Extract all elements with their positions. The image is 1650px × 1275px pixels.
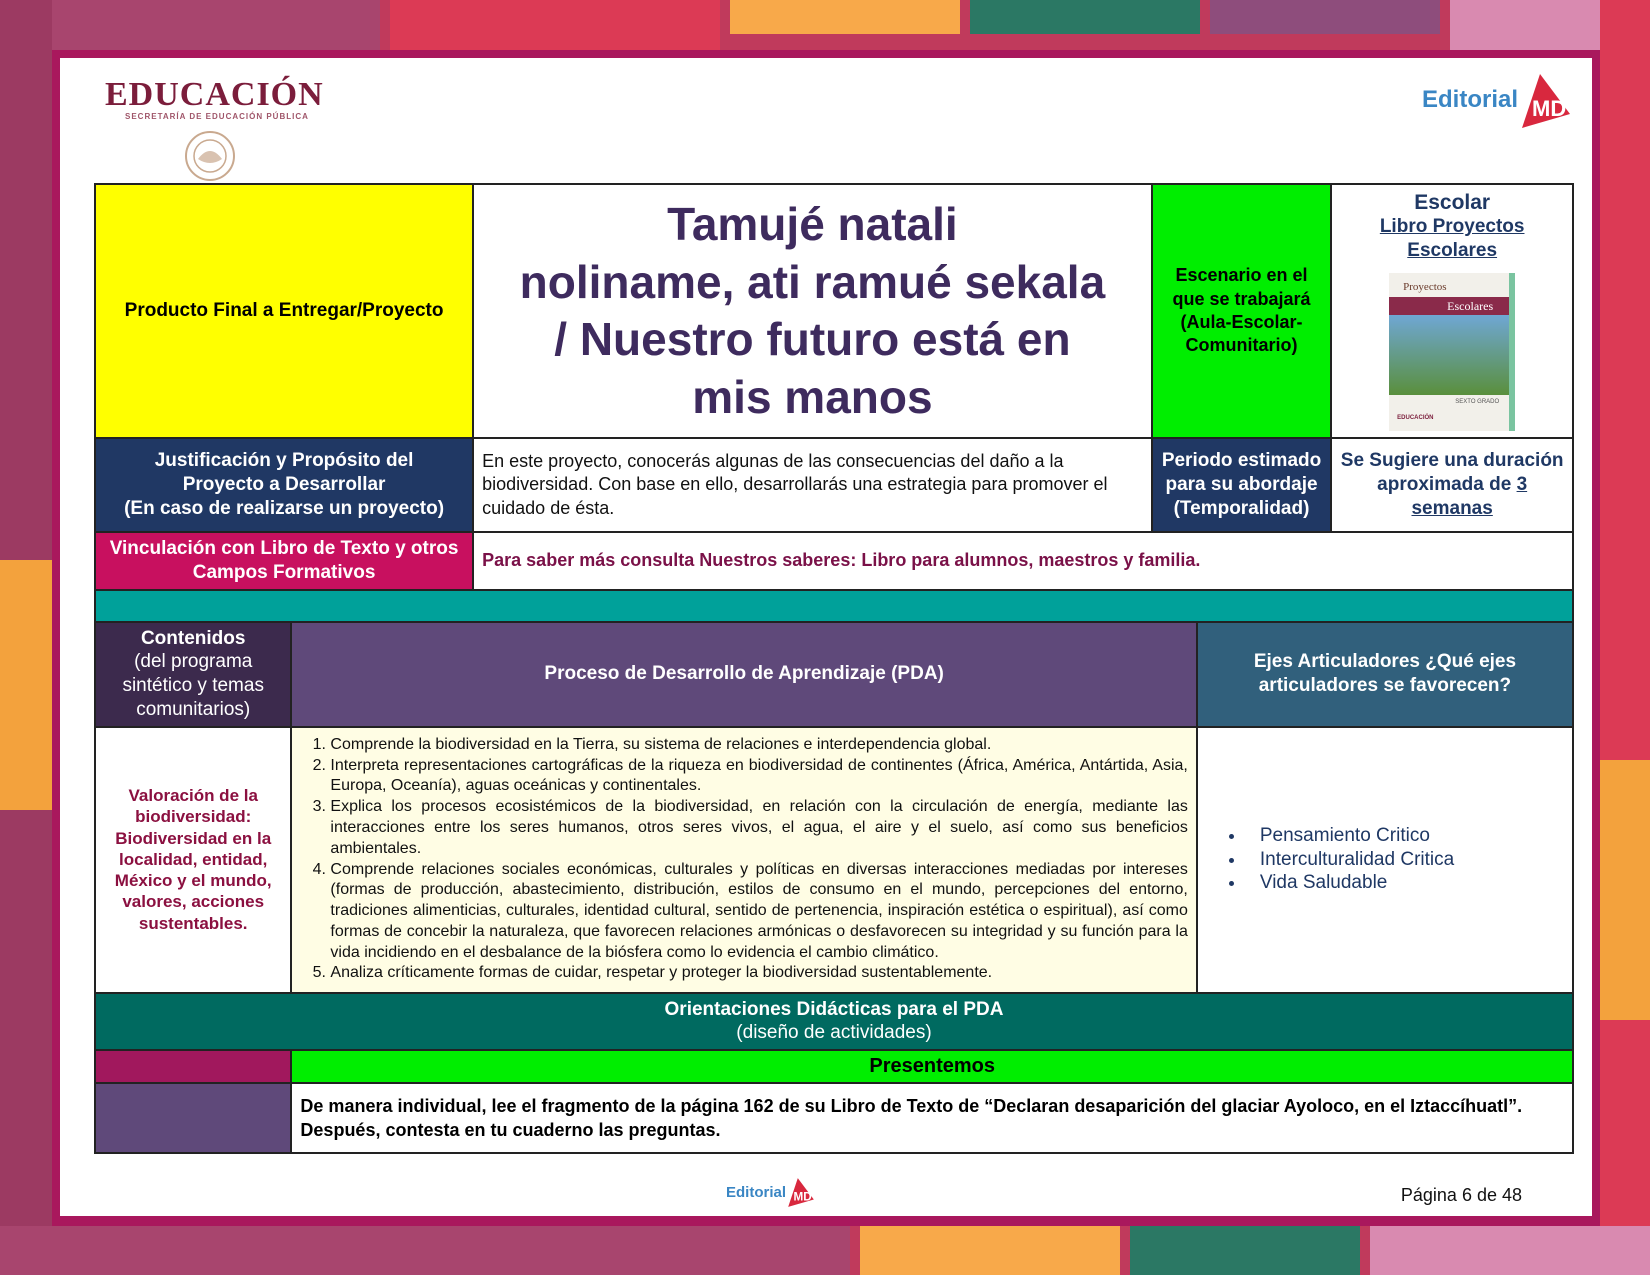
- section-title: Presentemos: [291, 1050, 1573, 1083]
- md-mark-text: MD: [1532, 96, 1567, 121]
- editorial-md-logo: [1422, 70, 1574, 130]
- contents-subtitle: (del programa sintético y temas comunitarios): [122, 651, 264, 720]
- pda-item: 4. Comprende relaciones sociales económicas, culturales y políticas en diversas interacciones mediadas por intereses (formas de producción, abastecimiento, distribución, estilos de consumo en el mundo, percepciones del entorno, tradiciones alimenticias, culturales, identidad cultural, sentido de pertenencia, inspiración estética o espiritual), así como formas de concebir la naturaleza, que favorecen relaciones armónicas o desfavorecen su integridad y su función para la vida incidiendo en el desbalance de la biósfera como lo evidencia el cambio climático.: [330, 860, 1187, 964]
- page-frame: [52, 50, 1600, 1226]
- scenario-cell: [1331, 184, 1573, 438]
- justification-label-line: Justificación y Propósito del: [154, 450, 414, 472]
- background-tile: [1370, 1226, 1650, 1275]
- footer-logo: [726, 1176, 816, 1208]
- justification-label-line: Proyecto a Desarrollar: [182, 474, 386, 496]
- pda-list: [300, 735, 1187, 985]
- book-link[interactable]: Libro Proyectos Escolares: [1379, 216, 1525, 261]
- background-tile: [1130, 1226, 1360, 1275]
- national-seal-icon: [180, 129, 240, 183]
- duration-prefix: Se Sugiere una duración aproximada de: [1340, 450, 1564, 496]
- book-cover-grade: SEXTO GRADO: [1455, 398, 1500, 405]
- pda-item: 3. Explica los procesos ecosistémicos de la biodiversidad, en relación con la circulación de energía, mediante las interacciones entre los seres humanos, otros seres vivos, el agua, el aire y el suelo, así como sus beneficios ambientales.: [330, 797, 1187, 859]
- activity-text: De manera individual, lee el fragmento de la página 162 de su Libro de Texto de “Declaran desaparición del glaciar Ayoloco, en el Iztaccíhuatl”. Después, contesta en tu cuaderno las preguntas.: [291, 1083, 1573, 1153]
- book-cover-subtitle: Escolares: [1389, 297, 1509, 315]
- project-title-line: mis manos: [692, 370, 933, 423]
- background-tile: [730, 0, 960, 34]
- planning-table: [94, 183, 1574, 1154]
- footer-md-mark: MD: [793, 1190, 812, 1204]
- md-mark-icon: [1518, 70, 1574, 130]
- orientations-subtitle: (diseño de actividades): [736, 1022, 932, 1044]
- justification-text: En este proyecto, conocerás algunas de las consecuencias del daño a la biodiversidad. Con base en ello, desarrollarás una estrategia para promover el cuidado de ésta.: [473, 438, 1152, 532]
- page-number: Página 6 de 48: [1400, 1185, 1522, 1205]
- sep-logo: [105, 76, 324, 188]
- valoracion-content: Valoración de la biodiversidad: Biodiversidad en la localidad, entidad, México y el mundo, valores, acciones sustentables.: [95, 727, 291, 993]
- period-label: Periodo estimado para su abordaje (Temporalidad): [1152, 438, 1332, 532]
- contents-title: Contenidos: [140, 627, 246, 649]
- editorial-logo-text: Editorial: [1421, 86, 1518, 113]
- background-tile: [860, 1226, 1120, 1275]
- scenario-value: Escolar: [1414, 191, 1491, 215]
- pda-list-cell: [291, 727, 1196, 993]
- project-title-line: / Nuestro futuro está en: [554, 313, 1071, 365]
- scenario-label: Escenario en el que se trabajará (Aula-Escolar-Comunitario): [1152, 184, 1332, 438]
- footer-logo-text: Editorial: [726, 1183, 787, 1201]
- book-cover: [1389, 273, 1515, 431]
- section-strip: [95, 1050, 291, 1083]
- axes-list: [1206, 824, 1564, 895]
- teal-divider: [95, 590, 1573, 622]
- background-tile: [1600, 760, 1650, 1020]
- justification-label: [95, 438, 473, 532]
- axis-item: • Interculturalidad Critica: [1246, 848, 1564, 872]
- background-tile: [0, 1226, 850, 1275]
- background-tile: [0, 0, 380, 50]
- sep-logo-subtitle: SECRETARÍA DE EDUCACIÓN PÚBLICA: [125, 112, 309, 121]
- duration-suggestion: [1331, 438, 1573, 532]
- linkage-label: Vinculación con Libro de Texto y otros Campos Formativos: [95, 532, 473, 590]
- footer-md-icon: [786, 1176, 816, 1208]
- pda-header: Proceso de Desarrollo de Aprendizaje (PDA): [291, 622, 1196, 727]
- axis-item: • Pensamiento Critico: [1246, 824, 1564, 848]
- axes-header: Ejes Articuladores ¿Qué ejes articuladores se favorecen?: [1197, 622, 1573, 727]
- background-tile: [0, 560, 52, 810]
- pda-item: 1. Comprende la biodiversidad en la Tierra, su sistema de relaciones e interdependencia global.: [330, 735, 1187, 756]
- background-tile: [390, 0, 720, 50]
- project-title: [473, 184, 1152, 438]
- project-title-line: Tamujé natali: [667, 198, 958, 250]
- pda-item: 5. Analiza críticamente formas de cuidar, respetar y proteger la biodiversidad sustentablemente.: [330, 963, 1187, 984]
- activity-strip: [95, 1083, 291, 1153]
- book-cover-illustration: [1389, 315, 1509, 395]
- justification-label-line: (En caso de realizarse un proyecto): [124, 497, 445, 519]
- contents-header: [95, 622, 291, 727]
- orientations-header: [95, 993, 1573, 1051]
- background-tile: [1210, 0, 1440, 34]
- project-title-line: noliname, ati ramué sekala: [519, 255, 1106, 308]
- book-cover-title: Proyectos: [1403, 280, 1447, 293]
- background-tile: [970, 0, 1200, 34]
- background-tile: [1600, 0, 1650, 1275]
- pda-item: 2. Interpreta representaciones cartográficas de la riqueza en biodiversidad de continentes (África, América, Antártida, Asia, Europa, Oceanía), aguas oceánicas y continentales.: [330, 756, 1187, 798]
- sep-logo-title: EDUCACIÓN: [105, 76, 324, 113]
- axes-cell: [1197, 727, 1573, 993]
- book-cover-brand: EDUCACIÓN: [1397, 414, 1434, 421]
- axis-item: • Vida Saludable: [1246, 871, 1564, 895]
- document-sheet: [60, 58, 1592, 1216]
- duration-value: 3 semanas: [1411, 474, 1528, 519]
- linkage-text: Para saber más consulta Nuestros saberes: Libro para alumnos, maestros y familia.: [473, 532, 1573, 590]
- orientations-title: Orientaciones Didácticas para el PDA: [664, 998, 1004, 1020]
- product-label: Producto Final a Entregar/Proyecto: [95, 184, 473, 438]
